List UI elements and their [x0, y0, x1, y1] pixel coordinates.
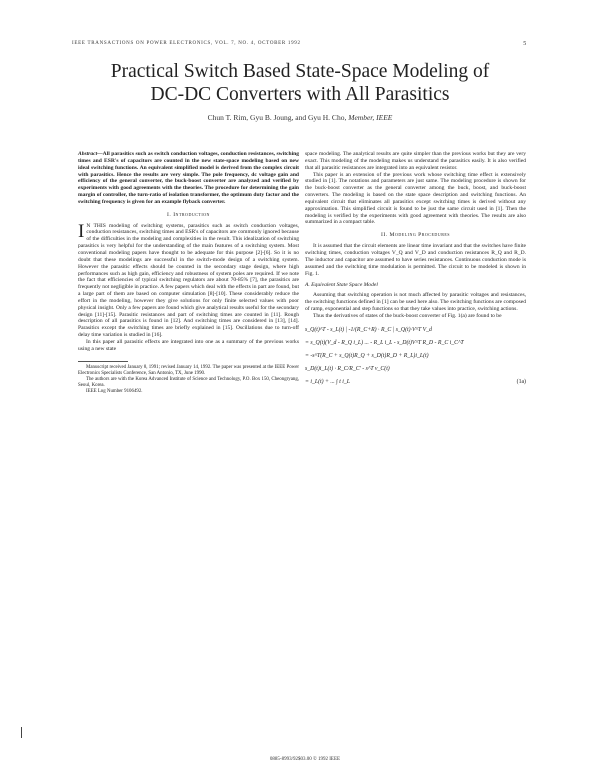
author-names: Chun T. Rim, Gyu B. Joung, and Gyu H. Cho, — [207, 113, 347, 122]
equation-block — [305, 324, 526, 389]
footnote: IEEE Log Number 9106492. — [86, 388, 143, 394]
right-column — [305, 151, 526, 389]
subsection-heading: A. Equivalent State Space Model — [305, 282, 378, 289]
section-heading-introduction: I. Introduction — [167, 211, 210, 218]
paragraph: Assuming that switching operation is not much affected by parasitic voltages and resistances, the switching functions defined in [1] can be used here also. The switching functions are composed of ramp, exponential and step functions so that they take values into practice, switching actions. — [305, 292, 526, 312]
page-number: 5 — [523, 41, 527, 47]
drop-cap-continuation: N THIS — [86, 222, 106, 229]
equation-line: s_D(t)i_L(t) · R_C/R_C' - s^T v_C(t) — [305, 365, 390, 372]
equation-number: (1a) — [516, 378, 526, 385]
paper-title — [50, 60, 550, 106]
intro-paragraph-2: In this paper all parasitic effects are integrated into one as a summary of the previous works using a new state — [78, 338, 299, 352]
abstract — [78, 151, 299, 206]
drop-cap: I — [78, 220, 85, 242]
paragraph: It is assumed that the circuit elements are linear time invariant and that the switches have finite switching times, conduction voltages V_Q and V_D and conduction resistances R_Q and R_D. The inductor and capacitor are assumed to have series resistances. Continuous conduction mode is assumed and the switching time modulation is permitted. The circuit to be modeled is shown in Fig. 1. — [305, 243, 526, 277]
equation-text: = i_L(t) + ... ∫ t i_L — [305, 378, 351, 385]
footnote: Manuscript received January 8, 1991; revised January 14, 1992. The paper was presented at the IEEE Power Electronics Specialists Conference, San Antonio, TX, June 1990. — [78, 364, 299, 376]
title-line: Practical Switch Based State-Space Modeling of — [110, 61, 490, 82]
footnote: The authors are with the Korea Advanced Institute of Science and Technology, P.O. Box 150, Cheongryang, Seoul, Korea. — [78, 376, 299, 388]
equation-line: = -s^T(R_C + s_Q(t)R_Q + s_D(t)R_D + R_L)i_L(t) — [305, 352, 429, 359]
intro-text: modeling of switching systems, parasitics such as switch conduction voltages, conduction resistances, switching times and ESR's of capacitors are commonly ignored because of the difficulties in the modeling and complexities in the result. This idealization of switching parasitics is very helpful for the understanding of the main features of a switching system. Most conventional modeling papers have thought to be adequate for this purpose [2]-[6]. So it is no doubt that these modelings are successful in the switch-mode design of a switching system. However the parasitic effects should be counted in the secondary stage design, where high performances such as high gain, efficiency and robustness of system poles are required. If we note the fact that efficiencies of typical switching regulators are about 70-85% [7], the parasitics are frequently not negligible in practice. A few papers which deal with the effects in part are found, but a large part of them are based on computer simulation [8]-[10]. These considerably reduce the effort in the modeling, however they give solutions for only finite selected values with poor physical insight. Only a few papers are found which give analytical results useful for the secondary design [11]-[15]. Parasitic resistances and part of switching times are counted in [11]. Rough description of all parasitics is found in [12]. And switching times are considered in [13], [14]. Parasitics except the switching times are briefly explained in [15]. Oscillations due to turn-off delay time variation is studied in [16]. — [78, 222, 299, 339]
equation-line: s_Q(t)^T - s_L(t) | -1/(R_C+R) · R_C | s_Q(t)·V^T V_d — [305, 326, 432, 333]
author-line — [50, 113, 550, 122]
member-designation: Member, IEEE — [348, 113, 393, 122]
equation-line — [305, 376, 526, 389]
abstract-text: All parasitics such as switch conduction voltages, conduction resistances, switching times and ESR's of capacitors are counted in the new state-space modeling based on new ideal switching functions. An equivalent simplified model is derived from the complex circuit with parasitics. Hence the results are very simple. The pole frequency, dc voltage gain and efficiency of the general converter, the buck-boost converter are analyzed and verified by experiments with good agreements with the theories. The procedure for determining the gain margin of controller, the turn-ratio of isolation transformer, the optimum duty factor and the switching frequency is given for an example flyback converter. — [78, 151, 299, 205]
section-heading-modeling: II. Modeling Procedures — [380, 232, 451, 239]
paragraph: Thus the derivatives of states of the buck-boost converter of Fig. 1(a) are found to be — [313, 312, 502, 319]
equation-line: = s_Q(t)(V_d - R_Q i_L) ... - R_L i_L - s_D(t)V^T R_D - R_C i_C^T — [305, 339, 464, 346]
intro-paragraph-1 — [78, 220, 299, 339]
title-line: DC-DC Converters with All Parasitics — [150, 84, 450, 105]
margin-mark — [21, 727, 22, 738]
left-column — [78, 151, 299, 395]
running-head — [72, 41, 527, 51]
continued-paragraph: space modeling. The analytical results are quite simpler than the previous works but they are very exact. This modeling of the modeling makes us understand the parasitics easily. It is also verified that all parasitic resistances are integrated into an equivalent resistor. — [305, 151, 526, 171]
paragraph: This paper is an extension of the previous work whose switching time effect is extensively studied in [1]. The notations and parameters are just same. The modeling procedure is shown for the buck-boost converter as the general converter among the buck, boost, and buck-boost converters. The modeling is based on the state space description and switching functions. An equivalent circuit that eliminates all parasitics except switching times is derived without any approximation. This simplified circuit is found to be just the same circuit used in [1]. Then the modeling is verified by the experiments with good agreement with theories. The results are also summarized in a compact table. — [305, 171, 526, 226]
journal-header: IEEE TRANSACTIONS ON POWER ELECTRONICS, VOL. 7, NO. 4, OCTOBER 1992 — [72, 41, 301, 46]
footnote-rule — [78, 361, 128, 362]
catalog-line: 0885-8993/92$03.00 © 1992 IEEE — [269, 757, 341, 762]
abstract-label: Abstract— — [78, 151, 103, 157]
